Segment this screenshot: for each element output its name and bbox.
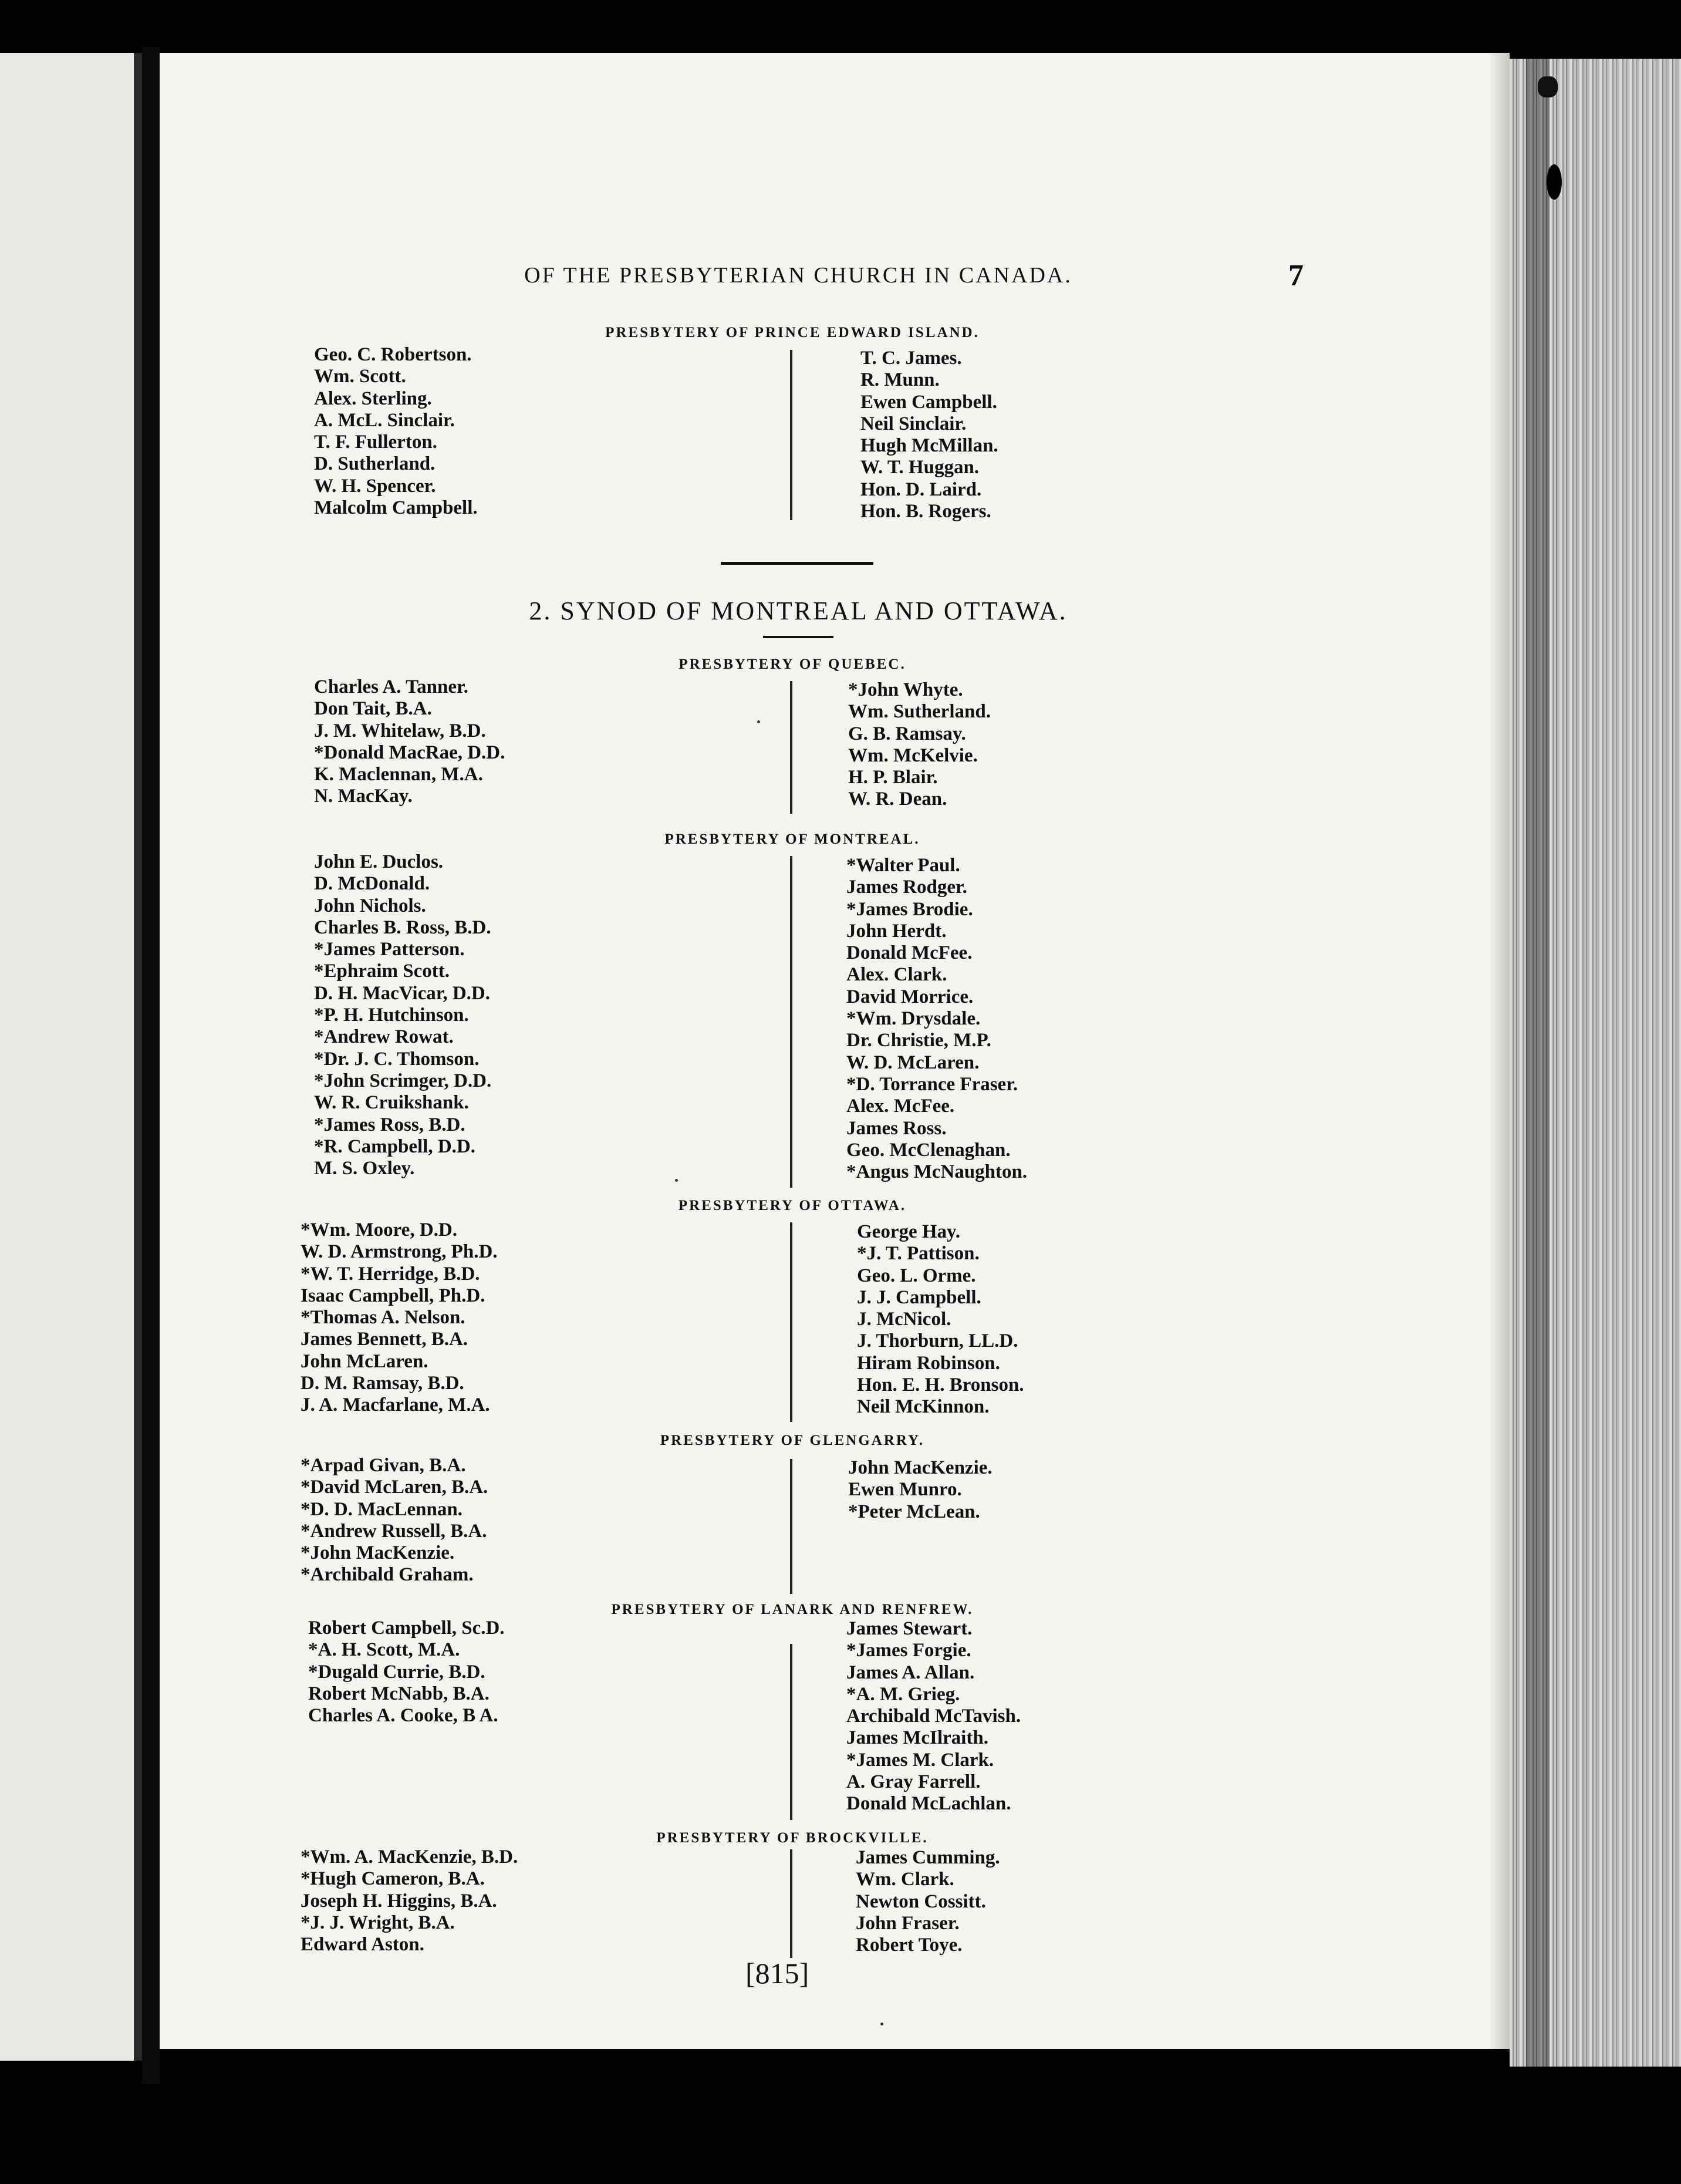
list-item: Geo. L. Orme. <box>857 1265 976 1286</box>
presbytery-right-column <box>856 1847 1000 1956</box>
list-item: James McIlraith. <box>846 1727 988 1749</box>
presbytery-heading: PRESBYTERY OF GLENGARRY. <box>660 1433 925 1448</box>
list-item: John Herdt. <box>846 920 947 942</box>
presbytery-left-column <box>308 1617 505 1727</box>
list-item: Don Tait, B.A. <box>314 698 432 720</box>
list-item: John Fraser. <box>856 1912 960 1934</box>
speck <box>757 720 760 723</box>
page-number: 7 <box>1288 259 1304 292</box>
list-item: *D. Torrance Fraser. <box>846 1073 1018 1095</box>
list-item: W. T. Huggan. <box>860 457 980 478</box>
list-item: *James Forgie. <box>846 1640 971 1661</box>
list-item: John McLaren. <box>301 1350 428 1372</box>
list-item: J. McNicol. <box>857 1309 951 1330</box>
list-item: Robert McNabb, B.A. <box>308 1683 490 1704</box>
presbytery-heading: PRESBYTERY OF BROCKVILLE. <box>656 1830 929 1846</box>
list-item: Hon. E. H. Bronson. <box>857 1374 1024 1396</box>
list-item: *Dugald Currie, B.D. <box>308 1661 485 1683</box>
column-divider <box>790 1459 792 1594</box>
list-item: Ewen Munro. <box>848 1479 962 1501</box>
list-item: *Andrew Russell, B.A. <box>301 1520 487 1542</box>
presbytery-left-column <box>301 1846 518 1956</box>
list-item: K. Maclennan, M.A. <box>314 764 483 786</box>
list-item: Donald McFee. <box>846 942 973 964</box>
list-item: Alex. McFee. <box>846 1096 955 1117</box>
list-item: Charles A. Cooke, B A. <box>308 1705 498 1727</box>
list-item: James A. Allan. <box>846 1661 975 1683</box>
list-item: Neil McKinnon. <box>857 1396 990 1418</box>
left-page-edge <box>0 53 146 2061</box>
list-item: James Cumming. <box>856 1847 1000 1868</box>
list-item: Dr. Christie, M.P. <box>846 1030 991 1051</box>
list-item: J. Thorburn, LL.D. <box>857 1330 1018 1352</box>
list-item: John E. Duclos. <box>314 851 444 872</box>
list-item: A. Gray Farrell. <box>846 1771 981 1793</box>
list-item: Joseph H. Higgins, B.A. <box>301 1890 497 1912</box>
list-item: Wm. Sutherland. <box>848 701 991 723</box>
list-item: R. Munn. <box>860 369 940 391</box>
list-item: *J. J. Wright, B.A. <box>301 1912 455 1933</box>
presbytery-left-column <box>301 1219 498 1417</box>
list-item: *James Brodie. <box>846 898 973 920</box>
presbytery-left-column <box>314 851 491 1179</box>
list-item: D. M. Ramsay, B.D. <box>301 1373 464 1394</box>
list-item: W. D. Armstrong, Ph.D. <box>301 1241 498 1263</box>
list-item: D. McDonald. <box>314 873 430 895</box>
list-item: *John Whyte. <box>848 679 963 700</box>
list-item: *James Patterson. <box>314 939 465 960</box>
list-item: W. D. McLaren. <box>846 1051 980 1073</box>
list-item: Malcolm Campbell. <box>314 497 478 519</box>
list-item: D. Sutherland. <box>314 453 436 475</box>
list-item: Geo. C. Robertson. <box>314 344 472 365</box>
column-divider <box>790 1644 792 1820</box>
list-item: *Ephraim Scott. <box>314 960 450 982</box>
list-item: *D. D. MacLennan. <box>301 1498 463 1520</box>
footer-page-number: [815] <box>745 1957 809 1990</box>
list-item: Newton Cossitt. <box>856 1890 986 1912</box>
list-item: John MacKenzie. <box>848 1457 993 1478</box>
list-item: Alex. Sterling. <box>314 387 432 409</box>
list-item: *Thomas A. Nelson. <box>301 1307 465 1329</box>
list-item: J. J. Campbell. <box>857 1286 981 1308</box>
running-head: OF THE PRESBYTERIAN CHURCH IN CANADA. <box>524 263 1072 288</box>
list-item: *W. T. Herridge, B.D. <box>301 1263 480 1285</box>
presbytery-heading: PRESBYTERY OF PRINCE EDWARD ISLAND. <box>605 325 980 341</box>
list-item: G. B. Ramsay. <box>848 723 966 744</box>
list-item: *John Scrimger, D.D. <box>314 1070 492 1091</box>
list-item: N. MacKay. <box>314 786 413 807</box>
fore-edge-shadow <box>1526 59 1550 2067</box>
list-item: James Rodger. <box>846 877 967 898</box>
list-item: *Walter Paul. <box>846 855 960 876</box>
presbytery-right-column <box>846 855 1027 1183</box>
book-gutter <box>142 47 160 2084</box>
ink-blot <box>1547 164 1562 200</box>
list-item: M. S. Oxley. <box>314 1158 415 1179</box>
presbytery-left-column <box>314 676 505 808</box>
speck <box>675 1179 678 1182</box>
presbytery-right-column <box>848 1457 993 1523</box>
list-item: *Wm. Drysdale. <box>846 1008 981 1030</box>
list-item: J. M. Whitelaw, B.D. <box>314 720 486 742</box>
synod-title: 2. SYNOD OF MONTREAL AND OTTAWA. <box>529 596 1068 625</box>
list-item: *James M. Clark. <box>846 1749 994 1771</box>
list-item: *J. T. Pattison. <box>857 1243 980 1265</box>
column-divider <box>790 1222 792 1422</box>
list-item: *Angus McNaughton. <box>846 1161 1028 1183</box>
list-item: T. F. Fullerton. <box>314 432 437 453</box>
column-divider <box>790 681 792 814</box>
list-item: H. P. Blair. <box>848 767 938 788</box>
list-item: Charles A. Tanner. <box>314 676 468 697</box>
list-item: *John MacKenzie. <box>301 1542 455 1564</box>
list-item: *Archibald Graham. <box>301 1564 474 1586</box>
title-rule <box>763 636 833 638</box>
list-item: *David McLaren, B.A. <box>301 1477 488 1498</box>
list-item: W. R. Dean. <box>848 788 947 810</box>
list-item: *Wm. A. MacKenzie, B.D. <box>301 1846 518 1868</box>
left-page-border <box>134 53 142 2061</box>
column-divider <box>790 856 792 1188</box>
presbytery-right-column <box>846 1618 1021 1815</box>
list-item: *Hugh Cameron, B.A. <box>301 1868 485 1890</box>
presbytery-heading: PRESBYTERY OF LANARK AND RENFREW. <box>611 1602 974 1617</box>
list-item: David Morrice. <box>846 986 974 1007</box>
list-item: *P. H. Hutchinson. <box>314 1005 469 1026</box>
list-item: Ewen Campbell. <box>860 391 997 413</box>
presbytery-left-column <box>301 1455 488 1586</box>
list-item: *A. M. Grieg. <box>846 1683 960 1705</box>
presbytery-left-column <box>314 344 478 519</box>
list-item: *Dr. J. C. Thomson. <box>314 1048 480 1070</box>
list-item: Edward Aston. <box>301 1934 424 1956</box>
list-item: Wm. McKelvie. <box>848 744 978 766</box>
list-item: Hiram Robinson. <box>857 1352 1000 1374</box>
presbytery-heading: PRESBYTERY OF MONTREAL. <box>664 831 920 847</box>
list-item: J. A. Macfarlane, M.A. <box>301 1394 490 1416</box>
list-item: Hon. B. Rogers. <box>860 501 991 523</box>
presbytery-right-column <box>848 679 991 811</box>
speck <box>880 2023 883 2025</box>
list-item: Archibald McTavish. <box>846 1706 1021 1727</box>
list-item: *Wm. Moore, D.D. <box>301 1219 457 1241</box>
section-rule <box>721 562 873 565</box>
list-item: W. H. Spencer. <box>314 475 436 497</box>
list-item: W. R. Cruikshank. <box>314 1092 469 1114</box>
list-item: George Hay. <box>857 1221 960 1242</box>
list-item: Robert Toye. <box>856 1934 963 1956</box>
list-item: Charles B. Ross, B.D. <box>314 916 491 938</box>
presbytery-right-column <box>860 348 998 523</box>
ink-blot <box>1538 76 1558 97</box>
list-item: *James Ross, B.D. <box>314 1114 465 1135</box>
list-item: Neil Sinclair. <box>860 413 967 434</box>
list-item: *Donald MacRae, D.D. <box>314 742 505 763</box>
list-item: Geo. McClenaghan. <box>846 1139 1011 1161</box>
list-item: Robert Campbell, Sc.D. <box>308 1617 505 1639</box>
column-divider <box>790 1849 792 1958</box>
list-item: *Andrew Rowat. <box>314 1026 454 1048</box>
list-item: Wm. Scott. <box>314 366 406 387</box>
presbytery-heading: PRESBYTERY OF OTTAWA. <box>678 1198 907 1214</box>
list-item: *Peter McLean. <box>848 1501 980 1522</box>
presbytery-heading: PRESBYTERY OF QUEBEC. <box>679 656 906 672</box>
list-item: Isaac Campbell, Ph.D. <box>301 1285 485 1306</box>
list-item: John Nichols. <box>314 895 426 916</box>
list-item: Donald McLachlan. <box>846 1793 1011 1815</box>
list-item: *R. Campbell, D.D. <box>314 1135 476 1157</box>
list-item: James Bennett, B.A. <box>301 1329 468 1350</box>
list-item: Hugh McMillan. <box>860 435 998 457</box>
page-shadow <box>1488 53 1510 2049</box>
list-item: *Arpad Givan, B.A. <box>301 1455 466 1476</box>
list-item: Alex. Clark. <box>846 964 947 986</box>
list-item: James Stewart. <box>846 1618 973 1639</box>
list-item: *A. H. Scott, M.A. <box>308 1639 460 1661</box>
list-item: D. H. MacVicar, D.D. <box>314 982 490 1004</box>
list-item: Wm. Clark. <box>856 1869 954 1890</box>
presbytery-right-column <box>857 1221 1024 1418</box>
list-item: T. C. James. <box>860 348 962 369</box>
list-item: James Ross. <box>846 1117 947 1139</box>
list-item: Hon. D. Laird. <box>860 478 982 500</box>
list-item: A. McL. Sinclair. <box>314 409 455 431</box>
column-divider <box>790 350 792 520</box>
